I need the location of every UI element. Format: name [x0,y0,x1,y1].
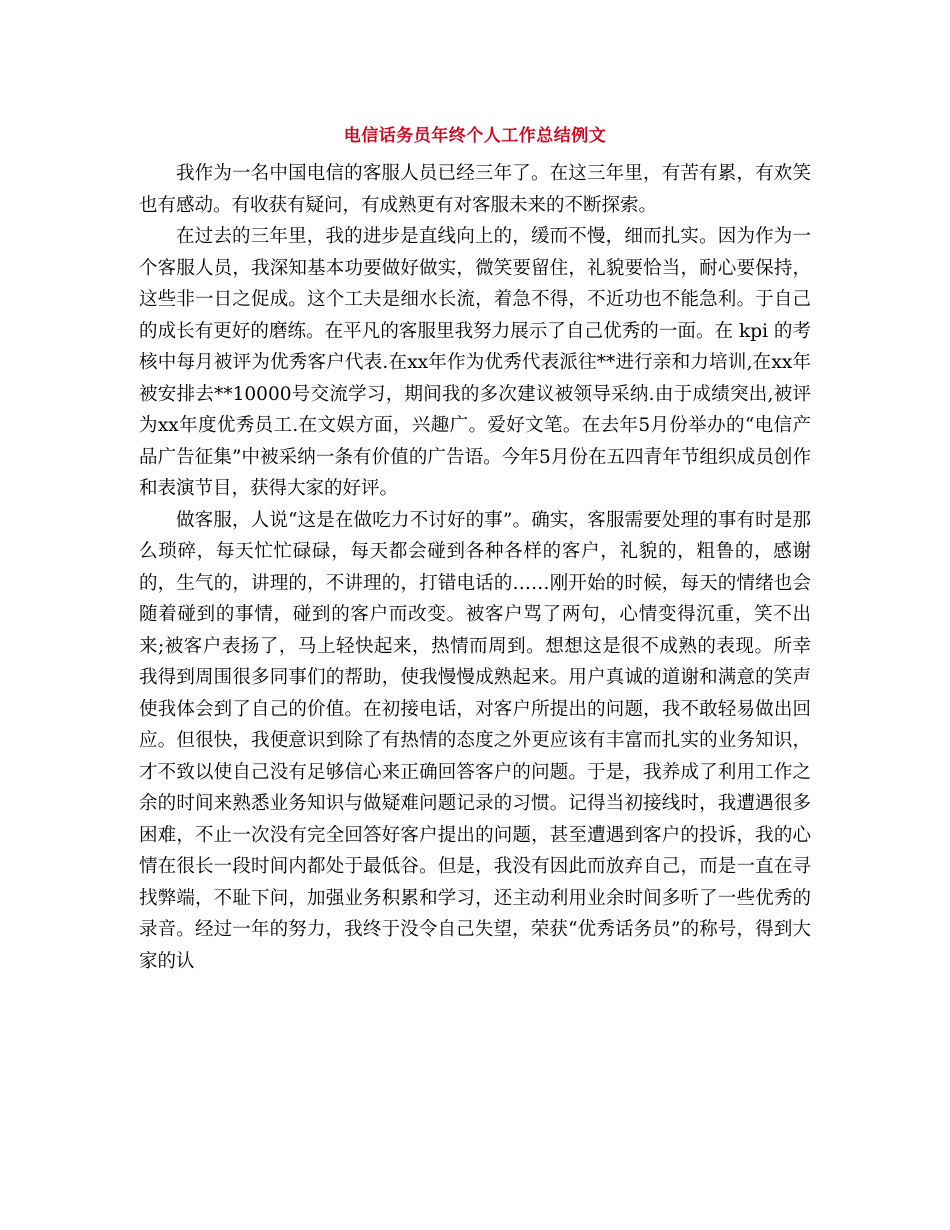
paragraph-2: 在过去的三年里，我的进步是直线向上的，缓而不慢，细而扎实。因为作为一个客服人员，我深知基本功要做好做实，微笑要留住，礼貌要恰当，耐心要保持，这些非一日之促成。这个工夫是细水长流，着急不得，不近功也不能急利。于自己的成长有更好的磨练。在平凡的客服里我努力展示了自己优秀的一面。在 kpi 的考核中每月被评为优秀客户代表.在xx年作为优秀代表派往**进行亲和力培训,在xx年被安排去**10000号交流学习，期间我的多次建议被领导采纳.由于成绩突出,被评为xx年度优秀员工.在文娱方面，兴趣广。爱好文笔。在去年5月份举办的“电信产品广告征集”中被采纳一条有价值的广告语。今年5月份在五四青年节组织成员创作和表演节目，获得大家的好评。 [139,226,811,499]
paragraph-1: 我作为一名中国电信的客服人员已经三年了。在这三年里，有苦有累，有欢笑也有感动。有收获有疑问，有成熟更有对客服未来的不断探索。 [139,163,811,216]
document-title: 电信话务员年终个人工作总结例文 [343,126,607,146]
paragraph-3: 做客服，人说“这是在做吃力不讨好的事”。确实，客服需要处理的事有时是那么琐碎，每天忙忙碌碌，每天都会碰到各种各样的客户，礼貌的，粗鲁的，感谢的，生气的，讲理的，不讲理的，打错电话的……刚开始的时候，每天的情绪也会随着碰到的事情，碰到的客户而改变。被客户骂了两句，心情变得沉重，笑不出来;被客户表扬了，马上轻快起来，热情而周到。想想这是很不成熟的表现。所幸我得到周围很多同事们的帮助，使我慢慢成熟起来。用户真诚的道谢和满意的笑声使我体会到了自己的价值。在初接电话，对客户所提出的问题，我不敢轻易做出回应。但很快，我便意识到除了有热情的态度之外更应该有丰富而扎实的业务知识，才不致以使自己没有足够信心来正确回答客户的问题。于是，我养成了利用工作之余的时间来熟悉业务知识与做疑难问题记录的习惯。记得当初接线时，我遭遇很多困难，不止一次没有完全回答好客户提出的问题，甚至遭遇到客户的投诉，我的心情在很长一段时间内都处于最低谷。但是，我没有因此而放弃自己，而是一直在寻找弊端，不耻下问，加强业务积累和学习，还主动利用业余时间多听了一些优秀的录音。经过一年的努力，我终于没令自己失望，荣获“优秀话务员”的称号，得到大家的认 [139,509,811,972]
document-body [139,158,811,977]
